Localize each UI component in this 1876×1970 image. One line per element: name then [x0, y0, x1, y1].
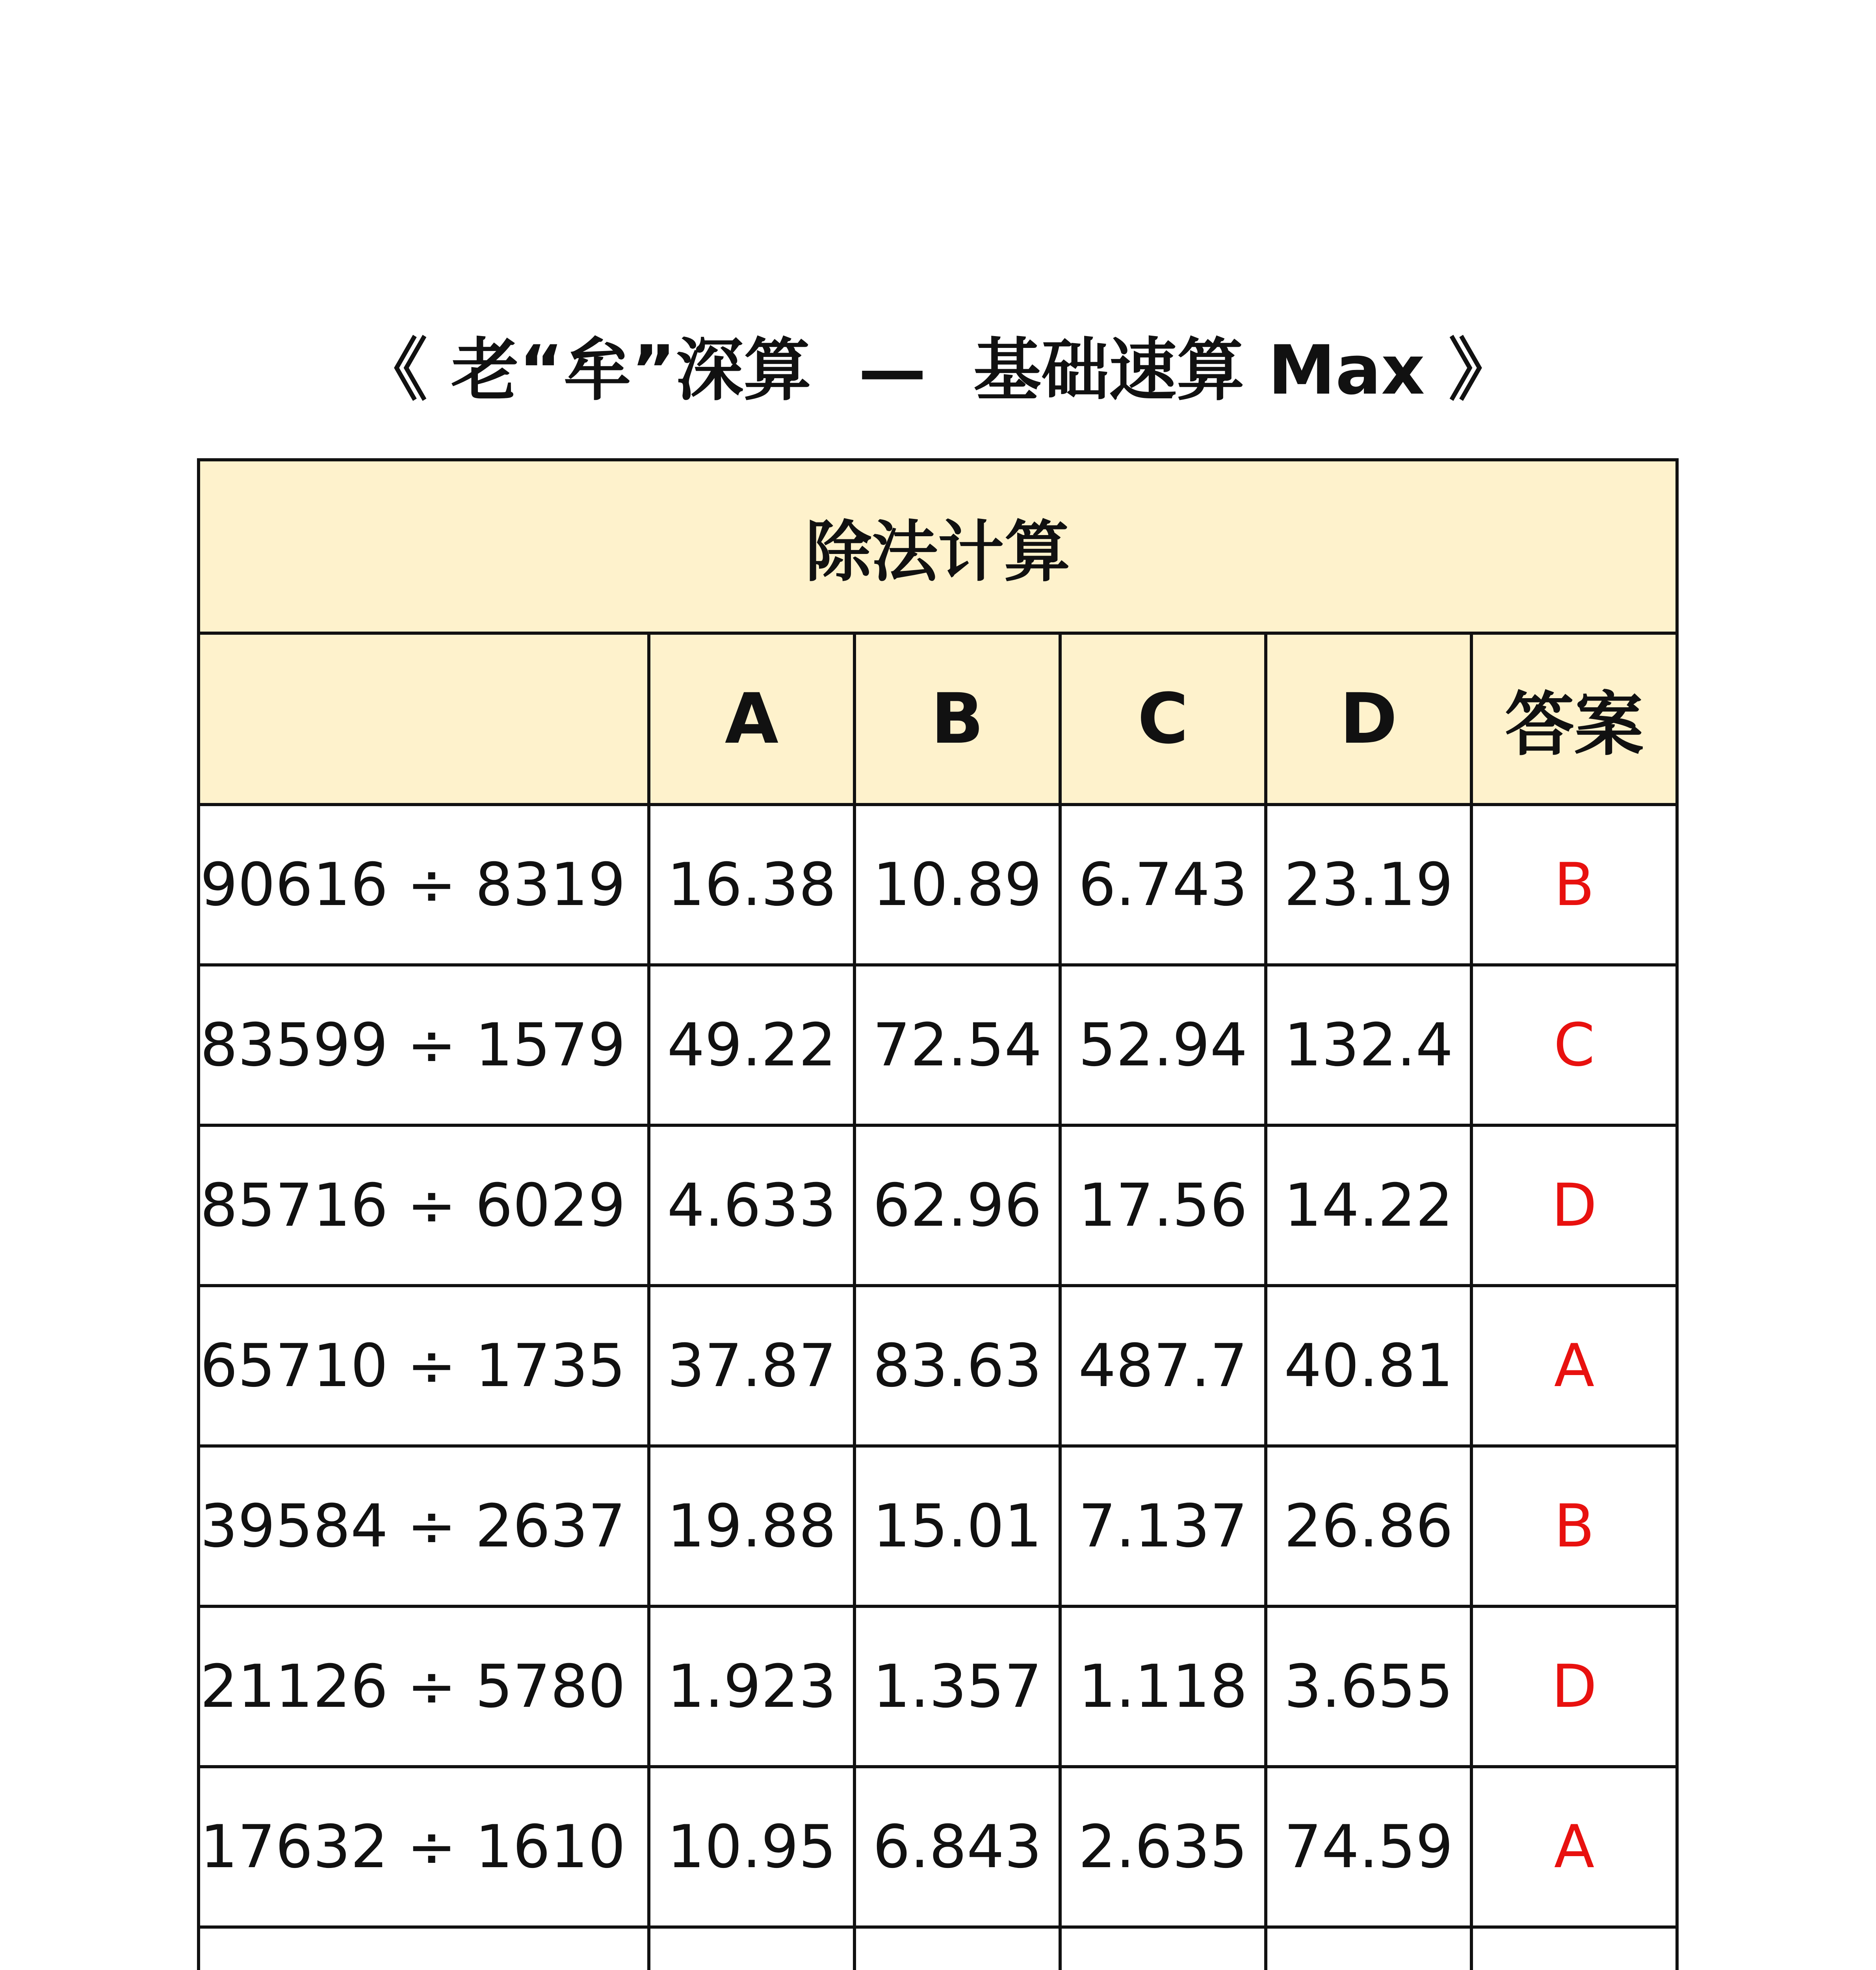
answer-cell: A — [1471, 1767, 1677, 1927]
column-header-c: C — [1060, 633, 1266, 805]
division-expression: 85716 ÷ 6029 — [199, 1125, 649, 1286]
option-d: 23.19 — [1266, 805, 1471, 965]
option-a: 1.923 — [649, 1606, 854, 1767]
page-title: 《 老“牟”深算 — 基础速算 Max 》 — [360, 331, 1516, 410]
table-row — [199, 1286, 1677, 1446]
table-row — [199, 1125, 1677, 1286]
option-c: 52.94 — [1060, 965, 1266, 1125]
division-expression: 83599 ÷ 1579 — [199, 965, 649, 1125]
option-a: 10.95 — [649, 1767, 854, 1927]
division-expression — [199, 1927, 649, 1970]
option-d: 40.81 — [1266, 1286, 1471, 1446]
option-a — [649, 1927, 854, 1970]
option-b: 10.89 — [854, 805, 1060, 965]
table-row — [199, 1767, 1677, 1927]
option-c — [1060, 1927, 1266, 1970]
column-header-blank — [199, 633, 649, 805]
option-a: 37.87 — [649, 1286, 854, 1446]
division-expression: 17632 ÷ 1610 — [199, 1767, 649, 1927]
table-row — [199, 805, 1677, 965]
answer-cell: D — [1471, 1125, 1677, 1286]
division-expression: 65710 ÷ 1735 — [199, 1286, 649, 1446]
division-expression: 90616 ÷ 8319 — [199, 805, 649, 965]
option-b: 72.54 — [854, 965, 1060, 1125]
option-b: 62.96 — [854, 1125, 1060, 1286]
answer-cell: A — [1471, 1286, 1677, 1446]
option-c: 1.118 — [1060, 1606, 1266, 1767]
option-c: 7.137 — [1060, 1446, 1266, 1606]
division-quiz-table — [197, 458, 1679, 1970]
answer-cell: B — [1471, 1446, 1677, 1606]
answer-cell — [1471, 1927, 1677, 1970]
option-b: 6.843 — [854, 1767, 1060, 1927]
option-b: 15.01 — [854, 1446, 1060, 1606]
column-header-b: B — [854, 633, 1060, 805]
column-header-answer: 答案 — [1471, 633, 1677, 805]
option-c: 487.7 — [1060, 1286, 1266, 1446]
answer-cell: C — [1471, 965, 1677, 1125]
option-b: 83.63 — [854, 1286, 1060, 1446]
column-header-a: A — [649, 633, 854, 805]
table-row — [199, 965, 1677, 1125]
option-d: 3.655 — [1266, 1606, 1471, 1767]
option-d — [1266, 1927, 1471, 1970]
table-row — [199, 1606, 1677, 1767]
answer-cell: B — [1471, 805, 1677, 965]
option-b — [854, 1927, 1060, 1970]
answer-cell: D — [1471, 1606, 1677, 1767]
option-a: 49.22 — [649, 965, 854, 1125]
section-title: 除法计算 — [199, 460, 1677, 633]
option-a: 4.633 — [649, 1125, 854, 1286]
option-d: 14.22 — [1266, 1125, 1471, 1286]
option-c: 2.635 — [1060, 1767, 1266, 1927]
option-d: 74.59 — [1266, 1767, 1471, 1927]
option-d: 26.86 — [1266, 1446, 1471, 1606]
option-c: 6.743 — [1060, 805, 1266, 965]
option-b: 1.357 — [854, 1606, 1060, 1767]
division-expression: 39584 ÷ 2637 — [199, 1446, 649, 1606]
option-a: 19.88 — [649, 1446, 854, 1606]
table-row — [199, 1927, 1677, 1970]
division-expression: 21126 ÷ 5780 — [199, 1606, 649, 1767]
table-row — [199, 1446, 1677, 1606]
option-d: 132.4 — [1266, 965, 1471, 1125]
option-c: 17.56 — [1060, 1125, 1266, 1286]
option-a: 16.38 — [649, 805, 854, 965]
column-header-d: D — [1266, 633, 1471, 805]
